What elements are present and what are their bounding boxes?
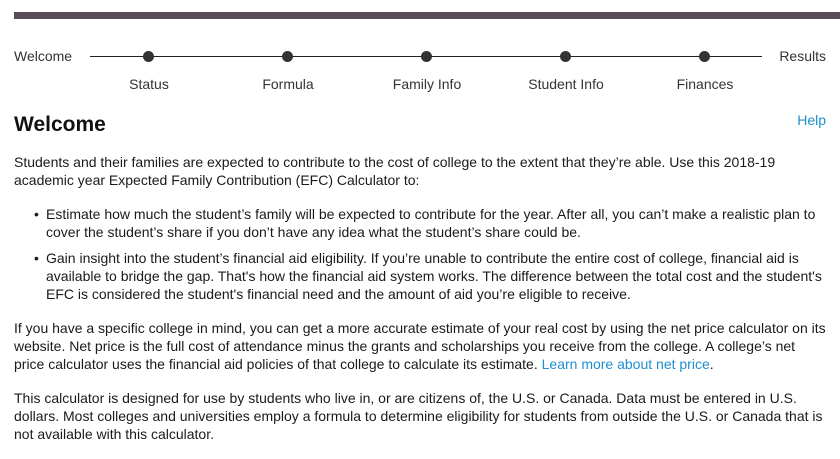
step-dot-status — [143, 51, 154, 62]
purpose-list — [14, 205, 829, 303]
step-dot-finances — [699, 51, 710, 62]
purpose-list-item: • Estimate how much the student’s family will be expected to contribute for the year. After all, you can’t make a realistic plan to cover the student’s share if you don’t have any idea what the student’s share could be. — [34, 205, 829, 241]
step-label-finances: Finances — [676, 76, 734, 92]
step-dot-family-info — [421, 51, 432, 62]
net-price-text: If you have a specific college in mind, you can get a more accurate estimate of your real cost by using the net price calculator on its website. Net price is the full cost of attendance minus the grants and scholarships you receive from the college. A college’s net price calculator uses the financial aid policies of that college to calculate its estimate. — [14, 320, 826, 372]
purpose-list-item: • Gain insight into the student’s financial aid eligibility. If you’re unable to contribute the entire cost of college, financial aid is available to bridge the gap. That's how the financial aid system works. The difference between the total cost and the student's EFC is considered the student's financial need and the amount of aid you’re eligible to receive. — [34, 249, 829, 303]
net-price-paragraph — [14, 319, 829, 373]
progress-end-label: Results — [779, 48, 826, 64]
page-title: Welcome — [14, 113, 106, 136]
main-content — [14, 153, 829, 459]
learn-more-net-price-link[interactable]: Learn more about net price — [541, 356, 710, 372]
step-dot-student-info — [560, 51, 571, 62]
step-label-formula: Formula — [262, 76, 314, 92]
progress-start-label: Welcome — [14, 48, 73, 64]
help-link[interactable]: Help — [797, 112, 826, 128]
step-dot-formula — [282, 51, 293, 62]
step-label-student-info: Student Info — [528, 76, 604, 92]
top-banner — [0, 0, 840, 18]
top-banner-stripe — [14, 12, 840, 19]
progress-tracker — [0, 44, 840, 94]
step-label-status: Status — [129, 76, 169, 92]
step-label-family-info: Family Info — [392, 76, 462, 92]
net-price-suffix: . — [709, 356, 714, 372]
intro-paragraph: Students and their families are expected to contribute to the cost of college to the extent that they’re able. Use this 2018-19 academic year Expected Family Contribution (EFC) Calculator to: — [14, 154, 776, 188]
eligibility-paragraph: This calculator is designed for use by students who live in, or are citizens of, the U.S. or Canada. Data must be entered in U.S. dollars. Most colleges and universities employ a formula to determine eligibility for students from outside the U.S. or Canada that is not available with this calculator. — [14, 390, 823, 442]
